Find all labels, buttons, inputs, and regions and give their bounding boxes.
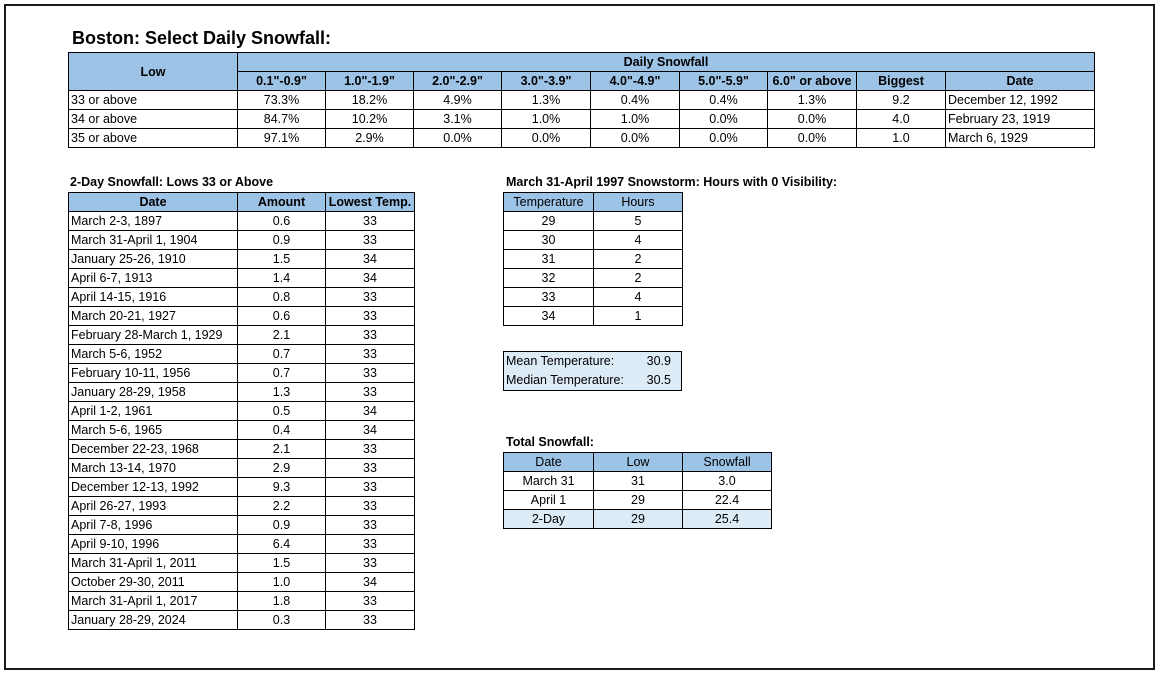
table-row [504,231,683,250]
table-row [69,288,415,307]
table-cell: 33 [326,478,415,497]
table-cell: 30 [504,231,594,250]
table-row [69,478,415,497]
table-cell: 2-Day [504,510,594,529]
mean-temperature-value: 30.9 [646,354,671,368]
mean-temperature-label: Mean Temperature: [506,354,615,368]
table-cell: 0.3 [238,611,326,630]
table-cell: 1.8 [238,592,326,611]
median-temperature-label: Median Temperature: [506,373,624,387]
table-row [69,516,415,535]
table-cell: 1 [594,307,683,326]
table-cell: 0.6 [238,212,326,231]
table-cell: 97.1% [238,129,326,148]
table-cell: 9.2 [857,91,946,110]
table-cell: March 13-14, 1970 [69,459,238,478]
table-row [69,269,415,288]
median-temperature-value: 30.5 [646,373,671,387]
table-cell: March 2-3, 1897 [69,212,238,231]
column-header: 5.0"-5.9" [680,72,768,91]
table-cell: 29 [504,212,594,231]
table-cell: 33 [326,383,415,402]
table-cell: January 25-26, 1910 [69,250,238,269]
table-cell: 0.4% [680,91,768,110]
table-cell: 0.8 [238,288,326,307]
table-row [69,307,415,326]
table-cell: 2.9% [326,129,414,148]
table-cell: 4.0 [857,110,946,129]
table-cell: 31 [594,472,683,491]
table-cell: April 7-8, 1996 [69,516,238,535]
daily-snowfall-table [68,52,1095,148]
table-row [504,288,683,307]
column-header: 4.0"-4.9" [591,72,680,91]
table-cell: April 1-2, 1961 [69,402,238,421]
table-cell: 0.4 [238,421,326,440]
table-cell: 34 or above [69,110,238,129]
table-cell: 33 or above [69,91,238,110]
table-cell: 33 [326,364,415,383]
table-cell: 33 [326,345,415,364]
table-cell: December 22-23, 1968 [69,440,238,459]
table-row [69,129,1095,148]
column-header: Snowfall [683,453,772,472]
table-cell: 1.5 [238,554,326,573]
table-cell: 0.0% [680,129,768,148]
column-header: Biggest [857,72,946,91]
table-cell: March 31-April 1, 2011 [69,554,238,573]
table-row [69,592,415,611]
table-cell: 34 [326,250,415,269]
table-cell: 34 [326,269,415,288]
table-row [69,250,415,269]
table-cell: April 1 [504,491,594,510]
table-cell: 0.4% [591,91,680,110]
table-cell: 34 [504,307,594,326]
table-row [504,510,772,529]
table-row [504,212,683,231]
table-cell: February 28-March 1, 1929 [69,326,238,345]
table-cell: 1.4 [238,269,326,288]
table-cell: 6.4 [238,535,326,554]
visibility-table [503,192,683,326]
table-cell: 34 [326,573,415,592]
table-cell: April 9-10, 1996 [69,535,238,554]
table-cell: 0.9 [238,516,326,535]
table-cell: 0.9 [238,231,326,250]
column-header: Date [946,72,1095,91]
column-header: 2.0"-2.9" [414,72,502,91]
table-cell: 0.7 [238,364,326,383]
column-header: 1.0"-1.9" [326,72,414,91]
column-header: Temperature [504,193,594,212]
table-row [504,472,772,491]
table-cell: 33 [326,592,415,611]
table-cell: January 28-29, 1958 [69,383,238,402]
table-cell: 1.5 [238,250,326,269]
table-cell: 1.0 [238,573,326,592]
table-cell: 4 [594,231,683,250]
table-cell: 33 [326,497,415,516]
table-cell: 1.0% [591,110,680,129]
column-header: 6.0" or above [768,72,857,91]
table-row [69,535,415,554]
table-cell: 34 [326,421,415,440]
table-cell: 73.3% [238,91,326,110]
table-cell: December 12-13, 1992 [69,478,238,497]
table-row [69,440,415,459]
table-cell: 0.0% [680,110,768,129]
table-cell: March 5-6, 1952 [69,345,238,364]
table-row [69,554,415,573]
visibility-title: March 31-April 1997 Snowstorm: Hours with 0 Visibility: [506,175,838,189]
table-cell: 3.1% [414,110,502,129]
table-cell: 34 [326,402,415,421]
table-cell: 33 [504,288,594,307]
table-cell: 0.5 [238,402,326,421]
median-temperature-row [504,371,681,390]
table-cell: 2.1 [238,440,326,459]
table-cell: March 20-21, 1927 [69,307,238,326]
table-row [504,269,683,288]
page-title: Boston: Select Daily Snowfall: [72,28,332,48]
table-row [69,364,415,383]
table-cell: 2.9 [238,459,326,478]
total-snowfall-table [503,452,772,529]
table-cell: 0.7 [238,345,326,364]
table-cell: April 6-7, 1913 [69,269,238,288]
table-cell: 29 [594,491,683,510]
low-column-header: Low [69,53,238,91]
table-row [69,110,1095,129]
table-cell: 9.3 [238,478,326,497]
table-cell: April 26-27, 1993 [69,497,238,516]
table-cell: 33 [326,307,415,326]
table-cell: 0.0% [768,110,857,129]
table-cell: 33 [326,288,415,307]
table-row [504,491,772,510]
table-cell: 18.2% [326,91,414,110]
table-cell: 2 [594,250,683,269]
table-row [69,345,415,364]
table-row [69,326,415,345]
table-row [504,250,683,269]
table-cell: December 12, 1992 [946,91,1095,110]
table-row [69,91,1095,110]
column-header: 0.1"-0.9" [238,72,326,91]
table-cell: 22.4 [683,491,772,510]
table-cell: February 10-11, 1956 [69,364,238,383]
table-row [69,573,415,592]
table-cell: 0.0% [591,129,680,148]
table-cell: January 28-29, 2024 [69,611,238,630]
table-cell: 29 [594,510,683,529]
mean-temperature-row [504,352,681,371]
table-cell: March 31-April 1, 2017 [69,592,238,611]
table-cell: 25.4 [683,510,772,529]
table-row [69,611,415,630]
table-cell: 33 [326,212,415,231]
table-cell: 2.2 [238,497,326,516]
column-header: 3.0"-3.9" [502,72,591,91]
table-row [69,421,415,440]
temperature-stats-box [503,351,682,391]
two-day-snowfall-table [68,192,415,630]
table-cell: March 31 [504,472,594,491]
table-cell: March 5-6, 1965 [69,421,238,440]
table-cell: October 29-30, 2011 [69,573,238,592]
table-cell: March 6, 1929 [946,129,1095,148]
table-cell: 0.0% [502,129,591,148]
table-cell: 3.0 [683,472,772,491]
table-cell: 1.3 [238,383,326,402]
table-cell: 33 [326,326,415,345]
column-header: Low [594,453,683,472]
table-cell: 31 [504,250,594,269]
table-cell: 5 [594,212,683,231]
table-cell: 33 [326,554,415,573]
table-cell: 4 [594,288,683,307]
table-cell: 1.0 [857,129,946,148]
table-row [69,231,415,250]
column-header: Lowest Temp. [326,193,415,212]
table-cell: 0.6 [238,307,326,326]
table-cell: February 23, 1919 [946,110,1095,129]
table-row [504,307,683,326]
total-snowfall-title: Total Snowfall: [506,435,594,449]
table-cell: 1.3% [502,91,591,110]
table-cell: 33 [326,516,415,535]
table-cell: 35 or above [69,129,238,148]
column-header: Date [504,453,594,472]
table-cell: 84.7% [238,110,326,129]
daily-snowfall-group-header: Daily Snowfall [238,53,1095,72]
table-row [69,497,415,516]
table-cell: 33 [326,535,415,554]
table-cell: 33 [326,459,415,478]
two-day-title: 2-Day Snowfall: Lows 33 or Above [70,175,274,189]
table-cell: 33 [326,611,415,630]
table-cell: March 31-April 1, 1904 [69,231,238,250]
table-cell: 2 [594,269,683,288]
table-cell: April 14-15, 1916 [69,288,238,307]
table-cell: 1.0% [502,110,591,129]
table-cell: 0.0% [768,129,857,148]
table-cell: 33 [326,231,415,250]
table-cell: 1.3% [768,91,857,110]
table-cell: 10.2% [326,110,414,129]
table-row [69,402,415,421]
column-header: Date [69,193,238,212]
table-cell: 2.1 [238,326,326,345]
table-cell: 4.9% [414,91,502,110]
column-header: Amount [238,193,326,212]
column-header: Hours [594,193,683,212]
table-cell: 33 [326,440,415,459]
table-cell: 0.0% [414,129,502,148]
table-cell: 32 [504,269,594,288]
table-row [69,383,415,402]
table-row [69,212,415,231]
table-row [69,459,415,478]
